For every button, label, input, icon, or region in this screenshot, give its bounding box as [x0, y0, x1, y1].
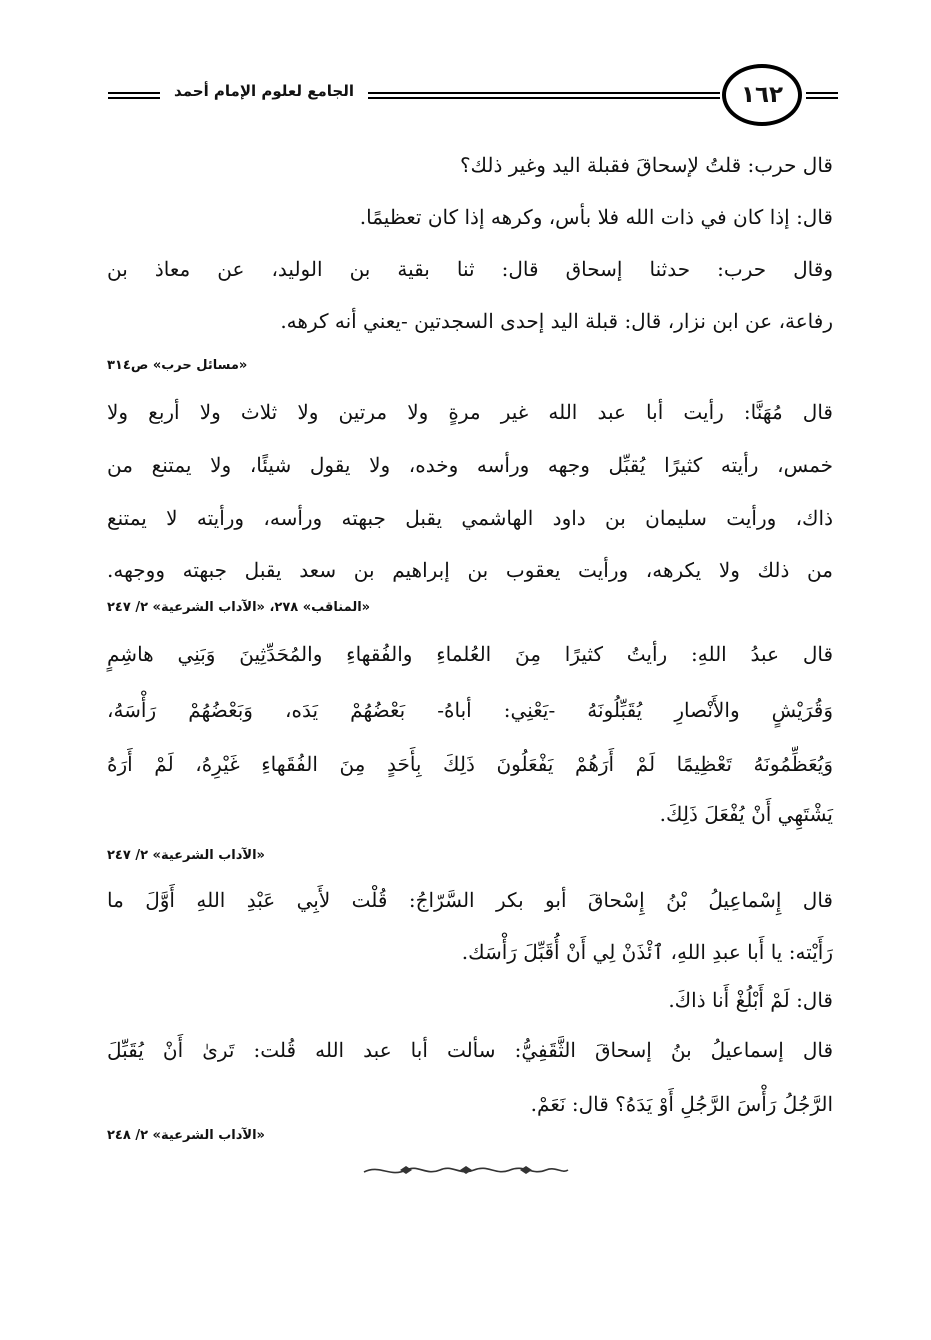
- text-line: قال حرب: قلتُ لإسحاقَ فقبلة اليد وغير ذلك؟: [459, 153, 833, 177]
- text-line: يَشْتَهِي أَنْ يُفْعَلَ ذَلِكَ.: [659, 802, 833, 826]
- text-line: الرَّجُلُ رَأْسَ الرَّجُلِ أَوْ يَدَهُ؟ قال: نَعَمْ.: [530, 1092, 833, 1116]
- source-citation: «المناقب» ٢٧٨، «الآداب الشرعية» ٢/ ٢٤٧: [107, 600, 371, 615]
- text-line: رَأَيْته: يا أَبا عبدِ اللهِ، ٱئْذَنْ لِي أَنْ أُقَبِّلَ رَأْسَك.: [461, 940, 833, 964]
- header-rule: [108, 92, 160, 99]
- source-citation: «مسائل حرب» ص٣١٤: [107, 358, 248, 373]
- text-line: خمس، رأيته كثيرًا يُقبِّل وجهه ورأسه وخده، ولا يقول شيئًا، ولا يمتنع من: [107, 453, 833, 477]
- text-line: قال مُهَنَّا: رأيت أبا عبد الله غير مرةٍ ولا مرتين ولا ثلاث ولا أربع ولا: [107, 400, 833, 424]
- end-ornament: [360, 1160, 572, 1180]
- text-line: قال: إذا كان في ذات الله فلا بأس، وكرهه إذا كان تعظيمًا.: [359, 205, 833, 229]
- source-citation: «الآداب الشرعية» ٢/ ٢٤٧: [107, 848, 265, 863]
- text-line: رفاعة، عن ابن نزار، قال: قبلة اليد إحدى السجدتين -يعني أنه كرهه.: [280, 309, 833, 333]
- text-line: وَقُرَيْشٍ والأَنْصارِ يُقَبِّلُونَهُ -يَعْنِي: أباهُ- بَعْضُهُمْ يَدَه، وَبَعْضُهُمْ رَأْسَهُ،: [107, 698, 833, 722]
- page-header: [100, 64, 840, 134]
- text-line: قال إسماعيلُ بنُ إسحاقَ الثَّقَفِيُّ: سألت أبا عبد الله قُلت: تَرىٰ أَنْ يُقَبِّلَ: [107, 1038, 833, 1062]
- text-line: قال إِسْماعِيلُ بْنُ إِسْحاقَ أبو بكر السَّرّاجُ: قُلْت لأَبِي عَبْدِ اللهِ أَوَّلَ ما: [107, 888, 833, 912]
- text-line: وَيُعَظِّمُونَهُ تَعْظِيمًا لَمْ أَرَهُمْ يَفْعَلُونَ ذَلِكَ بِأَحَدٍ مِنَ الفُقَهاءِ غَيْرِهُ، لَمْ أَرَهُ: [107, 752, 833, 776]
- page-number: ١٦٢: [722, 64, 802, 126]
- header-rule: [806, 92, 838, 99]
- source-citation: «الآداب الشرعية» ٢/ ٢٤٨: [107, 1128, 265, 1143]
- text-line: من ذلك ولا يكرهه، ورأيت يعقوب بن إبراهيم بن سعد يقبل جبهته ووجهه.: [107, 558, 833, 582]
- header-rule: [368, 92, 720, 99]
- text-line: ذاك، ورأيت سليمان بن داود الهاشمي يقبل جبهته ورأسه، ورأيته لا يمتنع: [107, 506, 833, 530]
- text-line: قال: لَمْ أَبْلُغْ أَنا ذاكَ.: [668, 988, 833, 1012]
- text-line: وقال حرب: حدثنا إسحاق قال: ثنا بقية بن الوليد، عن معاذ بن: [107, 257, 833, 281]
- book-title: الجامع لعلوم الإمام أحمد: [174, 82, 354, 100]
- text-line: قال عبدُ اللهِ: رأيتُ كثيرًا مِنَ العُلماءِ والفُقهاءِ والمُحَدِّثِينَ وَبَنِي هاشِمٍ: [107, 642, 833, 666]
